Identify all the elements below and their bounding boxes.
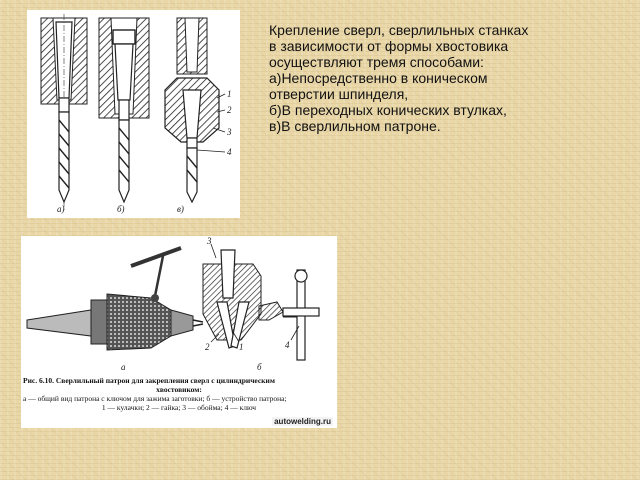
- text-line: б)В переходных конических втулках,: [269, 102, 507, 118]
- part-number: 3: [207, 236, 212, 246]
- drill-mounting-figure: [27, 10, 240, 218]
- part-number: 4: [285, 340, 290, 350]
- watermark: autowelding.ru: [274, 417, 331, 426]
- chuck-cross-section: [203, 244, 297, 348]
- label-b: б): [117, 204, 125, 214]
- drill-chuck-figure: [21, 236, 337, 428]
- method-b-drawing: [99, 18, 149, 202]
- part-number: 3: [227, 127, 232, 137]
- caption-line: хвостовиком:: [156, 385, 202, 394]
- part-number: 4: [227, 147, 232, 157]
- caption-line: Рис. 6.10. Сверлильный патрон для закрепления сверл с цилиндрическим: [23, 376, 275, 385]
- figure-caption: [23, 376, 335, 412]
- label-a: а: [121, 362, 126, 372]
- part-number: 2: [205, 342, 210, 352]
- drill-mounting-drawing: [27, 10, 240, 218]
- slide-text: [269, 22, 609, 134]
- method-a-drawing: [41, 14, 87, 210]
- part-number: 1: [239, 342, 244, 352]
- label-b: б: [257, 362, 262, 372]
- text-line: а)Непосредственно в коническом: [269, 70, 488, 86]
- caption-line: 1 — кулачки; 2 — гайка; 3 — обойма; 4 — ключ: [101, 403, 257, 412]
- text-line: отверстии шпинделя,: [269, 86, 409, 102]
- chuck-general-view: [27, 248, 203, 350]
- text-line: в)В сверлильном патроне.: [269, 118, 441, 134]
- text-line: Крепление сверл, сверлильных станках: [269, 22, 529, 38]
- part-number: 1: [227, 89, 232, 99]
- label-a: а): [57, 204, 65, 214]
- text-line: осуществляют тремя способами:: [269, 54, 484, 70]
- label-c: в): [177, 204, 184, 214]
- caption-line: а — общий вид патрона с ключом для зажима заготовки; б — устройство патрона;: [23, 394, 287, 403]
- text-line: в зависимости от формы хвостовика: [269, 38, 509, 54]
- method-c-drawing: [165, 18, 225, 202]
- part-number: 2: [227, 105, 232, 115]
- drill-chuck-drawing: [21, 236, 337, 376]
